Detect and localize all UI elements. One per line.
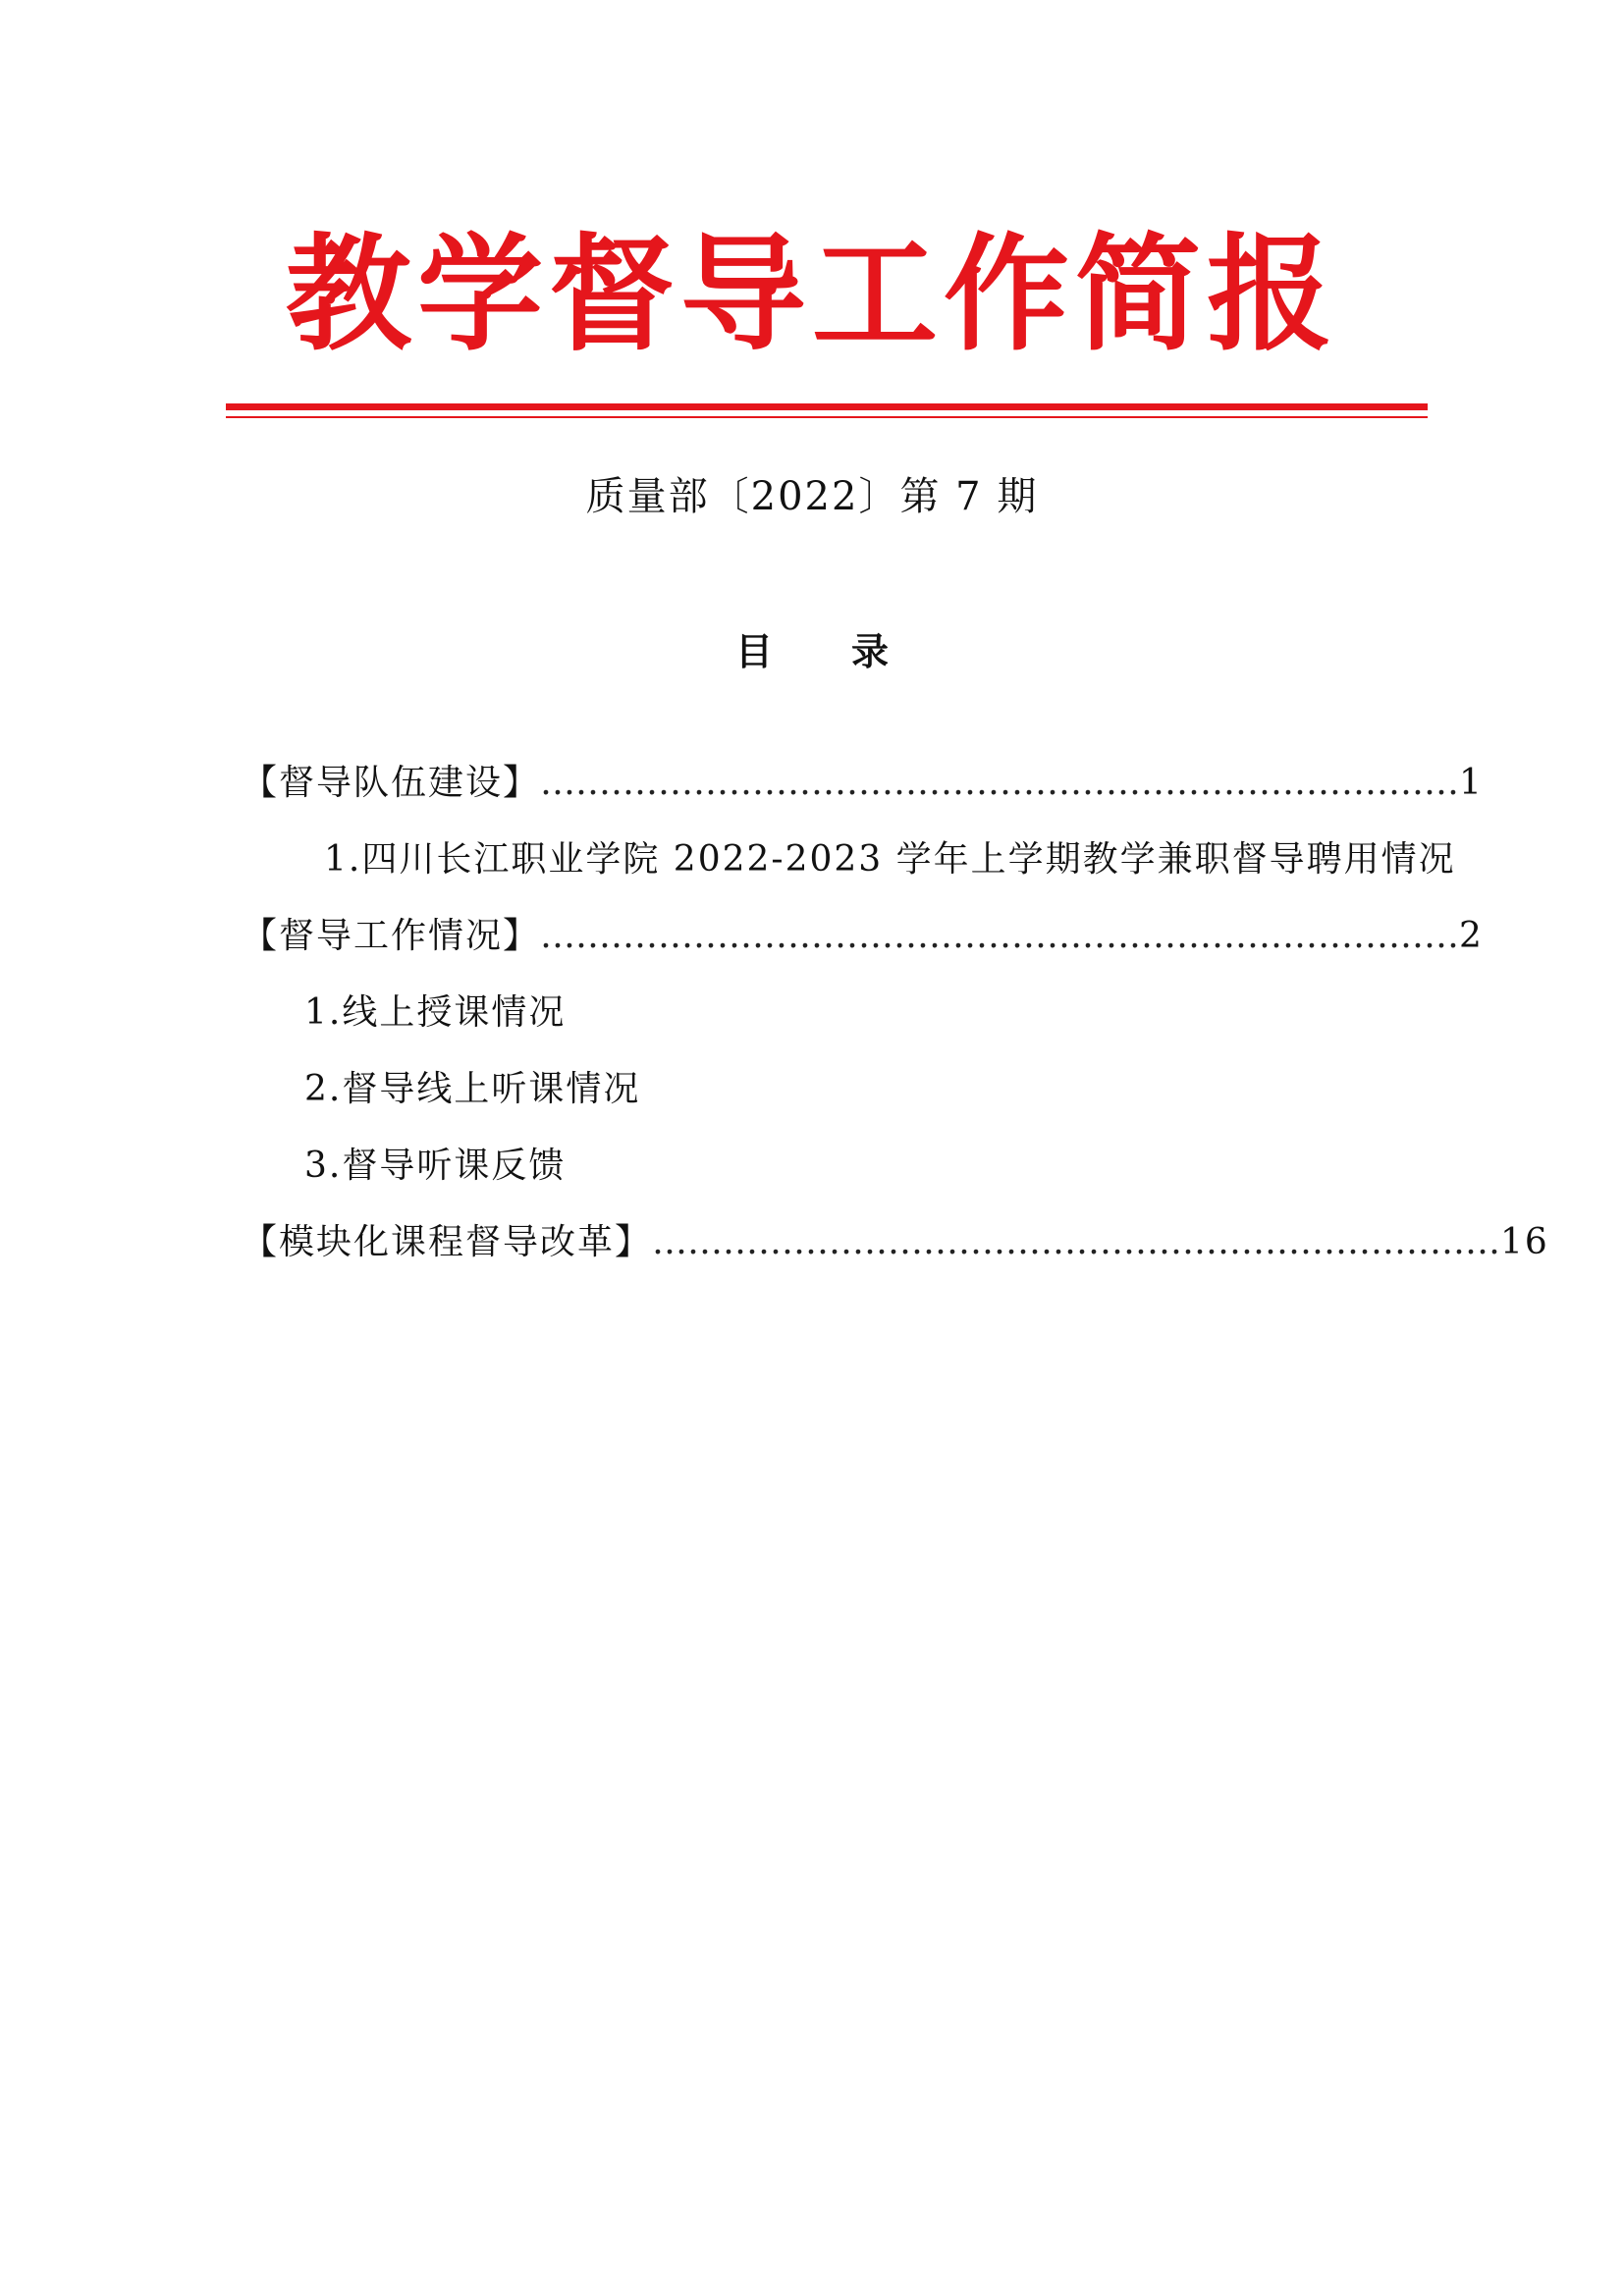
toc-heading	[0, 626, 1624, 677]
toc-entry-page: 1	[1459, 763, 1484, 803]
toc-entry-leader: ……………………………………………………………………	[540, 916, 1460, 956]
toc-entry-item-2-3[interactable]	[304, 1141, 566, 1192]
toc-entry-label: 3.督导听课反馈	[304, 1146, 567, 1186]
toc-heading-char-2: 录	[851, 629, 890, 673]
toc-entry-item-2-1[interactable]	[304, 988, 566, 1039]
masthead-rule-thin	[226, 416, 1428, 418]
toc-entry-leader: ………………………………………………………………	[652, 1222, 1501, 1262]
toc-entry-item-1-1[interactable]	[324, 834, 1456, 885]
toc-entry-label: 【督导队伍建设】	[242, 763, 541, 803]
toc-entry-section-3[interactable]	[242, 1217, 1549, 1268]
toc-entry-section-2[interactable]	[242, 911, 1484, 962]
toc-entry-label: 【督导工作情况】	[242, 916, 541, 956]
toc-entry-label: 1.四川长江职业学院 2022-2023 学年上学期教学兼职督导聘用情况	[324, 839, 1456, 880]
masthead-title: 教学督导工作简报	[285, 221, 1338, 368]
toc-entry-page: 16	[1500, 1222, 1549, 1262]
toc-entry-leader: ……………………………………………………………………	[540, 763, 1460, 803]
toc-heading-char-1: 目	[734, 629, 773, 673]
toc-entry-label: 【模块化课程督导改革】	[242, 1222, 653, 1262]
masthead-rule-thick	[226, 403, 1428, 410]
toc-entry-section-1[interactable]	[242, 758, 1484, 809]
toc-entry-item-2-2[interactable]	[304, 1064, 640, 1115]
toc-entry-label: 1.线上授课情况	[304, 992, 567, 1033]
toc-entry-page: 2	[1459, 916, 1484, 956]
issue-number: 质量部〔2022〕第 7 期	[585, 474, 1039, 519]
toc-entry-label: 2.督导线上听课情况	[304, 1069, 641, 1109]
